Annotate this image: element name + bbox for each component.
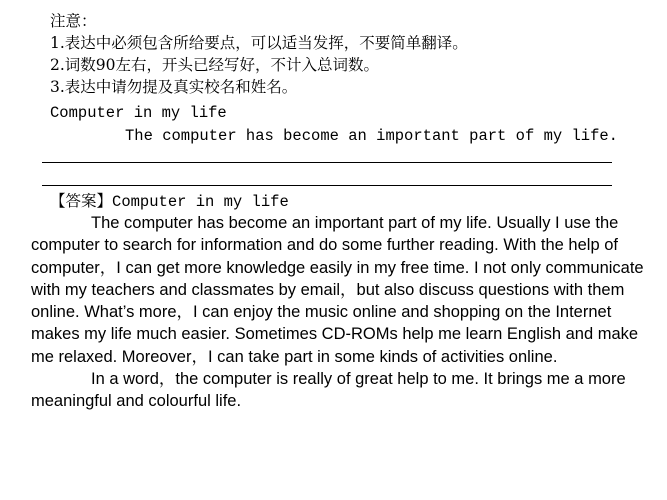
instruction-item-3: 3.表达中请勿提及真实校名和姓名。 bbox=[50, 78, 298, 96]
answer-paragraph-2: In a word，the computer is really of great help to me. It brings me a more meaningful and colourful life. bbox=[31, 370, 626, 411]
prompt-title: Computer in my life bbox=[50, 104, 227, 122]
answer-heading bbox=[50, 190, 289, 213]
instruction-item-1: 1.表达中必须包含所给要点，可以适当发挥，不要简单翻译。 bbox=[50, 34, 468, 52]
instruction-item-2: 2.词数90左右，开头已经写好，不计入总词数。 bbox=[50, 56, 380, 74]
answer-paragraph-1: The computer has become an important part of my life. Usually I use the computer to search for information and do some further reading. With the help of computer，I can get more knowledge easily in my free time. I not only communicate with my teachers and classmates by email，but also discuss questions with them online. What’s more，I can enjoy the music online and shopping on the Internet makes my life much easier. Sometimes CD-ROMs help me learn English and make me relaxed. Moreover，I can take part in some kinds of activities online. bbox=[31, 214, 644, 366]
instructions-heading: 注意： bbox=[50, 12, 97, 30]
answer-tag: 【答案】 bbox=[50, 192, 113, 210]
answer-essay bbox=[31, 212, 653, 413]
answer-blank-line-2 bbox=[42, 185, 612, 186]
instructions-block bbox=[50, 10, 468, 98]
answer-blank-line-1 bbox=[42, 162, 612, 163]
answer-title: Computer in my life bbox=[112, 193, 289, 211]
prompt-first-sentence: The computer has become an important part of my life. bbox=[125, 127, 618, 145]
